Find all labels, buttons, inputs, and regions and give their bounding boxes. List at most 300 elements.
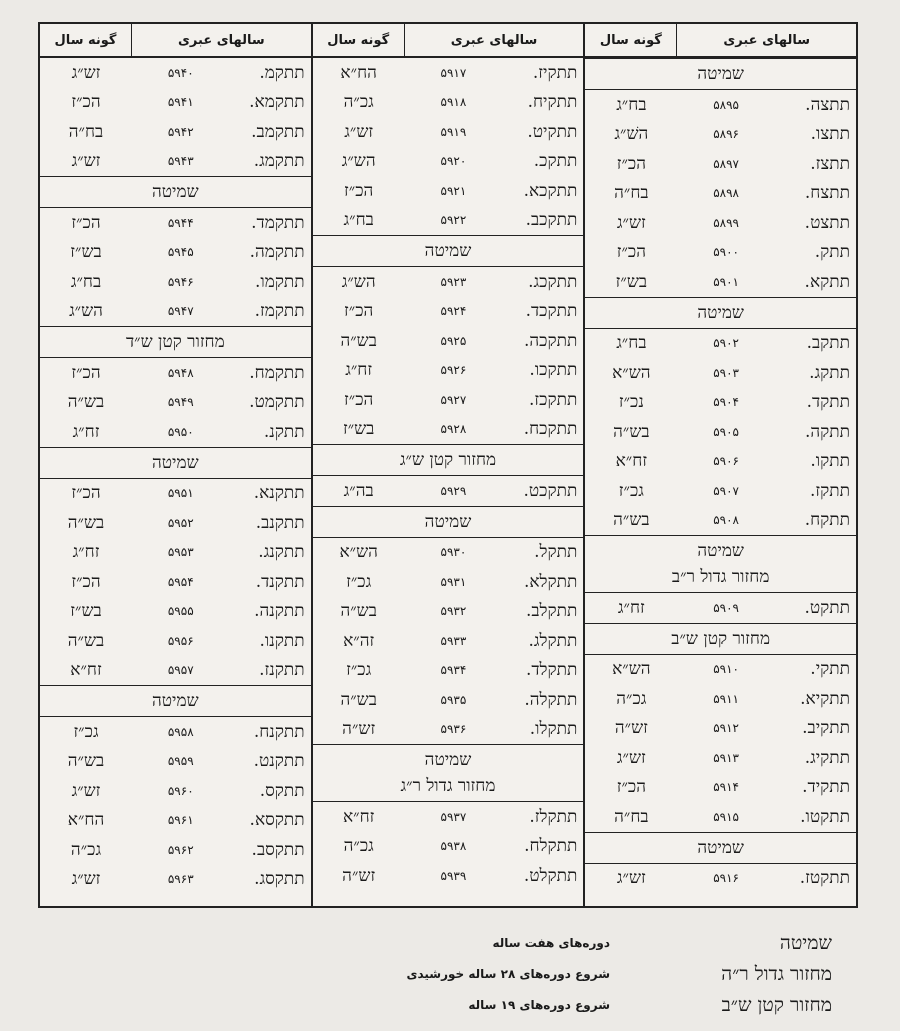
year-number: ۵۹۰۷ [713,483,739,498]
hebrew-year: תתקמח. [249,362,305,383]
table-row [585,864,856,894]
table-row [585,208,856,238]
year-number: ۵۹۴۳ [167,154,194,169]
year-number: ۵۹۳۴ [440,663,467,678]
year-type: זש״ג [616,747,646,768]
table-row [40,806,311,836]
year-number: ۵۹۵۳ [167,545,194,560]
table-row [40,597,311,627]
year-type: הכ״ז [616,153,646,174]
hebrew-year: תתקיב. [802,718,850,739]
year-type: גכ״ז [618,480,644,501]
year-type: השׁ״ג [614,124,649,145]
hebrew-year: תתקד. [806,392,850,413]
table-row [585,120,856,150]
year-type: בח״ה [614,806,649,827]
table-row [40,388,311,418]
hebrew-year: תתקיז. [532,62,578,83]
year-type: הח״א [340,62,377,83]
year-number: ۵۸۹۶ [713,127,739,142]
hebrew-year: תתקל. [534,542,578,563]
hebrew-year: תתצה. [805,94,850,115]
column-header [40,24,311,58]
cycle-label-line: מחזור גדול ר״ב [671,567,770,587]
table-row [585,684,856,714]
year-type: בש״ה [340,330,377,351]
year-type: בש״ה [340,601,377,622]
table-row [313,415,584,445]
table-row [313,538,584,568]
table-row [313,832,584,862]
table-row [585,447,856,477]
year-type: זש״ה [614,718,648,739]
hebrew-year: תתקלד. [525,660,578,681]
table-row [40,865,311,895]
year-type: זה״א [343,630,375,651]
cycle-label [40,326,311,358]
hebrew-year: תתקג. [809,362,850,383]
year-number: ۵۹۰۳ [713,365,739,380]
table-row [40,58,311,88]
hebrew-year: תתקיח. [527,92,578,113]
table-row [40,626,311,656]
year-type: בח״ג [70,271,102,292]
hebrew-year: תתקט. [804,597,850,618]
year-type: הש״א [339,542,378,563]
table-row [40,208,311,238]
table-row [585,773,856,803]
table-row [313,861,584,891]
hebrew-year: תתקנב. [255,512,305,533]
table-row [313,356,584,386]
table-row [313,685,584,715]
legend-persian: شروع دوره‌های ۱۹ ساله [468,998,610,1012]
year-number: ۵۹۱۴ [713,780,739,795]
header-years: سالهای عبری [723,32,810,48]
header-years: سالهای عبری [450,32,538,48]
hebrew-year: תתקב. [806,333,850,354]
year-type: הש״א [612,659,651,680]
table-row [313,326,584,356]
year-type: הכ״ז [71,483,101,504]
cycle-label [585,535,856,593]
year-type: זש״ג [616,212,646,233]
table-row [585,238,856,268]
year-number: ۵۹۵۵ [167,604,194,619]
year-number: ۵۹۲۷ [440,392,467,407]
year-number: ۵۹۵۱ [167,486,194,501]
year-number: ۵۹۶۲ [167,842,194,857]
table-row [313,385,584,415]
table-row [40,747,311,777]
cycle-label-line: שמיטה [697,64,744,84]
table-row [585,743,856,773]
column-header [313,24,584,58]
year-type: הכ״ז [71,571,101,592]
table-row [585,358,856,388]
table-row [585,267,856,297]
year-type: זש״ג [71,780,101,801]
table-row [40,267,311,297]
year-type: גכ״ה [343,92,374,113]
table-row [313,117,584,147]
year-number: ۵۹۴۹ [167,395,194,410]
year-type: גכ״ז [346,660,372,681]
hebrew-year: תתקמט. [249,392,305,413]
table-row [585,149,856,179]
hebrew-year: תתקלו. [529,719,578,740]
table-row [40,417,311,447]
table-row [313,88,584,118]
hebrew-year: תתקכו. [529,360,578,381]
year-number: ۵۹۳۸ [440,839,467,854]
year-type: גכ״ה [616,688,647,709]
table-row [585,329,856,359]
hebrew-year: תתקסג. [254,869,305,890]
year-type: נכ״ז [618,392,644,413]
year-number: ۵۹۳۲ [440,604,467,619]
year-type: זח״א [70,660,102,681]
year-number: ۵۹۰۵ [713,424,739,439]
hebrew-year: תתקמב. [251,121,305,142]
hebrew-year: תתקא. [804,271,850,292]
table-row [313,206,584,236]
hebrew-year: תתקס. [259,780,305,801]
hebrew-year: תתקכ. [533,151,578,172]
table-row [40,358,311,388]
table-row [40,835,311,865]
year-type: הש״ג [69,301,103,322]
year-number: ۵۹۵۰ [167,424,194,439]
hebrew-year: תתקמג. [253,151,305,172]
cycle-label-line: מחזור קטן ש״ד [125,332,225,352]
year-number: ۵۹۲۸ [440,422,467,437]
year-number: ۵۹۶۳ [167,872,194,887]
year-number: ۵۹۲۵ [440,333,467,348]
year-type: בש״ה [340,689,377,710]
year-number: ۵۹۱۶ [713,871,739,886]
hebrew-year: תתקלג. [528,630,578,651]
year-number: ۵۹۱۵ [713,809,739,824]
hebrew-year: תתק. [814,242,850,263]
year-type: זח״א [615,451,648,472]
cycle-label-line: שמיטה [152,691,199,711]
cycle-label-line: שמיטה [697,302,744,323]
year-type: בש״ז [70,601,102,622]
year-number: ۵۹۴۶ [167,274,194,289]
hebrew-year: תתקכה. [524,330,578,351]
year-type: זש״ג [616,868,646,889]
year-number: ۵۹۴۸ [167,365,194,380]
year-number: ۵۹۲۹ [440,483,467,498]
year-type: בה״ג [343,480,374,501]
year-number: ۵۹۲۰ [440,154,467,169]
cycle-label [40,176,311,208]
table-row [313,656,584,686]
table-row [585,179,856,209]
hebrew-year: תתקו. [810,451,850,472]
hebrew-year: תתקנא. [253,483,305,504]
table-row [313,476,584,506]
cycle-label [40,685,311,717]
cycle-label [313,235,584,267]
cycle-label-line: שמיטה [424,750,472,770]
hebrew-year: תתקנו. [259,630,305,651]
year-type: זש״ג [71,151,101,172]
year-type: הכ״ז [71,92,101,113]
year-type: בש״ה [67,630,105,651]
table-row [585,802,856,832]
hebrew-year: תתקכט. [523,480,578,501]
hebrew-year: תתקיט. [527,121,578,142]
table-row [585,90,856,120]
year-number: ۵۹۰۸ [713,513,739,528]
hebrew-year: תתקלז. [529,806,578,827]
table-row [585,476,856,506]
cycle-label-line: שמיטה [424,241,472,261]
year-number: ۵۹۵۸ [167,724,194,739]
cycle-label [313,506,584,538]
table-row [585,714,856,744]
hebrew-year: תתקנה. [254,601,305,622]
year-number: ۵۹۲۴ [440,304,467,319]
year-number: ۵۹۳۹ [440,868,467,883]
legend-persian: شروع دوره‌های ۲۸ ساله خورشیدی [406,967,610,981]
year-number: ۵۹۳۵ [440,692,467,707]
year-type: בש״ז [615,271,648,292]
year-number: ۵۹۲۳ [440,274,467,289]
hebrew-year: תתקיד. [802,777,850,798]
table-row [313,176,584,206]
cycle-label [585,58,856,90]
hebrew-year: תתקכח. [523,419,578,440]
legend-hebrew: מחזור קטן ש״ב [721,994,832,1016]
year-number: ۵۹۰۶ [713,454,739,469]
table-row [585,506,856,536]
year-number: ۵۹۴۲ [167,124,194,139]
year-type: הכ״ז [616,242,646,263]
year-type: בש״ז [342,419,375,440]
year-number: ۵۹۶۱ [167,813,194,828]
year-type: בש״ה [613,510,650,531]
cycle-label [40,447,311,479]
year-number: ۵۹۴۵ [167,245,194,260]
year-type: זח״ג [72,542,100,563]
year-type: זח״ג [72,421,100,442]
year-number: ۵۹۰۰ [713,245,739,260]
hebrew-year: תתקטו. [800,806,850,827]
year-type: בח״ה [68,121,104,142]
hebrew-year: תתקכג. [528,271,578,292]
hebrew-year: תתקמה. [249,242,305,263]
hebrew-year: תתקיג. [804,747,850,768]
year-type: הח״א [67,810,105,831]
hebrew-year: תתקמא. [249,92,305,113]
year-number: ۵۹۱۳ [713,750,739,765]
year-type: זש״ג [344,121,374,142]
year-type: בח״ג [616,94,647,115]
hebrew-year: תתקיא. [800,688,850,709]
header-year-type: گونه سال [40,24,132,56]
table-row [40,776,311,806]
cycle-label [585,832,856,864]
year-type: זש״ה [342,719,376,740]
year-number: ۵۹۳۳ [440,633,467,648]
year-type: זח״א [342,806,375,827]
hebrew-year: תתקנד. [255,571,305,592]
table-column [313,24,586,906]
hebrew-year: תתקמו. [254,271,305,292]
year-type: הכ״ז [344,389,374,410]
cycle-label [313,444,584,476]
legend-hebrew: שמיטה [779,932,832,954]
year-type: הכ״ז [71,362,101,383]
table-row [585,388,856,418]
year-number: ۵۹۴۴ [167,215,194,230]
hebrew-year: תתקלב. [525,601,578,622]
hebrew-year: תתקנז. [259,660,305,681]
table-row [313,58,584,88]
year-type: הש״ג [341,271,376,292]
year-type: הש״א [612,362,651,383]
year-number: ۵۸۹۸ [713,186,739,201]
table-row [313,597,584,627]
year-number: ۵۹۵۶ [167,633,194,648]
table-row [313,267,584,297]
year-number: ۵۹۴۰ [167,65,194,80]
table-row [40,117,311,147]
cycle-label-line: שמיטה [697,541,744,561]
cycle-label [313,744,584,802]
hebrew-year: תתקלא. [523,571,578,592]
hebrew-year: תתקסב. [251,839,305,860]
year-type: בח״ג [616,333,647,354]
year-type: זש״ה [342,865,376,886]
header-years: سالهای عبری [178,32,265,48]
year-number: ۵۹۲۶ [440,363,467,378]
year-number: ۵۹۴۱ [167,95,194,110]
year-number: ۵۹۰۴ [713,395,739,410]
year-number: ۵۸۹۷ [713,156,739,171]
hebrew-year: תתקמד. [251,212,305,233]
year-type: בש״ז [70,242,102,263]
hebrew-year: תתקנג. [258,542,305,563]
hebrew-year: תתקכד. [525,301,578,322]
table-row [585,655,856,685]
year-number: ۵۹۶۰ [167,783,194,798]
year-type: גכ״ז [346,571,372,592]
table-row [40,567,311,597]
hebrew-year: תתקי. [810,659,850,680]
year-type: בש״ה [613,421,650,442]
hebrew-year: תתקנט. [253,751,305,772]
hebrew-year: תתקלח. [524,836,578,857]
hebrew-year: תתצח. [804,183,850,204]
year-type: זש״ג [71,62,101,83]
table-column [40,24,313,906]
hebrew-year: תתקטז. [799,868,850,889]
year-number: ۵۹۰۹ [713,600,739,615]
table-column [585,24,856,906]
year-number: ۵۹۱۹ [440,124,467,139]
cycle-label-line: מחזור קטן ש״ב [671,628,771,649]
year-number: ۵۹۳۷ [440,809,467,824]
calendar-table [38,22,858,908]
table-row [585,593,856,623]
year-number: ۵۹۱۸ [440,95,467,110]
table-row [313,567,584,597]
legend-persian: دوره‌های هفت ساله [492,936,610,950]
year-type: זח״ג [617,597,645,618]
year-type: בש״ה [67,512,105,533]
year-type: הכ״ז [344,301,374,322]
year-type: הכ״ז [616,777,646,798]
year-number: ۵۹۲۲ [440,213,467,228]
year-number: ۵۹۵۹ [167,754,194,769]
table-row [40,656,311,686]
hebrew-year: תתקסא. [249,810,305,831]
header-year-type: گونه سال [313,24,405,56]
legend [0,928,900,1028]
table-row [40,538,311,568]
hebrew-year: תתקלה. [524,689,578,710]
year-number: ۵۹۰۲ [713,336,739,351]
hebrew-year: תתקנ. [263,421,305,442]
year-number: ۵۹۱۲ [713,721,739,736]
cycle-label-line: מחזור גדול ר״ג [400,776,496,796]
year-type: בש״ה [67,392,105,413]
year-number: ۵۹۲۱ [440,183,467,198]
hebrew-year: תתקכב. [525,210,578,231]
year-number: ۵۹۱۷ [440,65,467,80]
table-row [40,88,311,118]
cycle-label [585,623,856,655]
legend-hebrew: מחזור גדול ר״ה [721,963,832,985]
year-number: ۵۸۹۵ [713,97,739,112]
table-row [313,297,584,327]
hebrew-year: תתקכז. [529,389,578,410]
hebrew-year: תתקלט. [523,865,578,886]
hebrew-year: תתקכא. [523,180,578,201]
year-number: ۵۹۵۲ [167,515,194,530]
hebrew-year: תתקז. [810,480,850,501]
cycle-label-line: שמיטה [424,511,472,532]
table-row [40,508,311,538]
hebrew-year: תתקח. [804,510,850,531]
table-row [40,479,311,509]
table-row [313,147,584,177]
year-type: גכ״ה [343,836,374,857]
table-row [40,238,311,268]
hebrew-year: תתצו. [810,124,850,145]
table-row [40,717,311,747]
table-row [313,802,584,832]
hebrew-year: תתצט. [804,212,850,233]
year-type: גכ״ז [73,721,99,742]
table-row [313,626,584,656]
year-type: הכ״ז [71,212,101,233]
year-number: ۵۹۴۷ [167,304,194,319]
year-number: ۵۹۰۱ [713,274,739,289]
year-number: ۵۹۵۷ [167,663,194,678]
year-type: זח״ג [345,360,373,381]
cycle-label [585,297,856,329]
year-type: בש״ה [67,751,105,772]
hebrew-year: תתקנח. [253,721,305,742]
year-type: גכ״ה [70,839,102,860]
year-number: ۵۸۹۹ [713,215,739,230]
header-year-type: گونه سال [585,24,677,56]
